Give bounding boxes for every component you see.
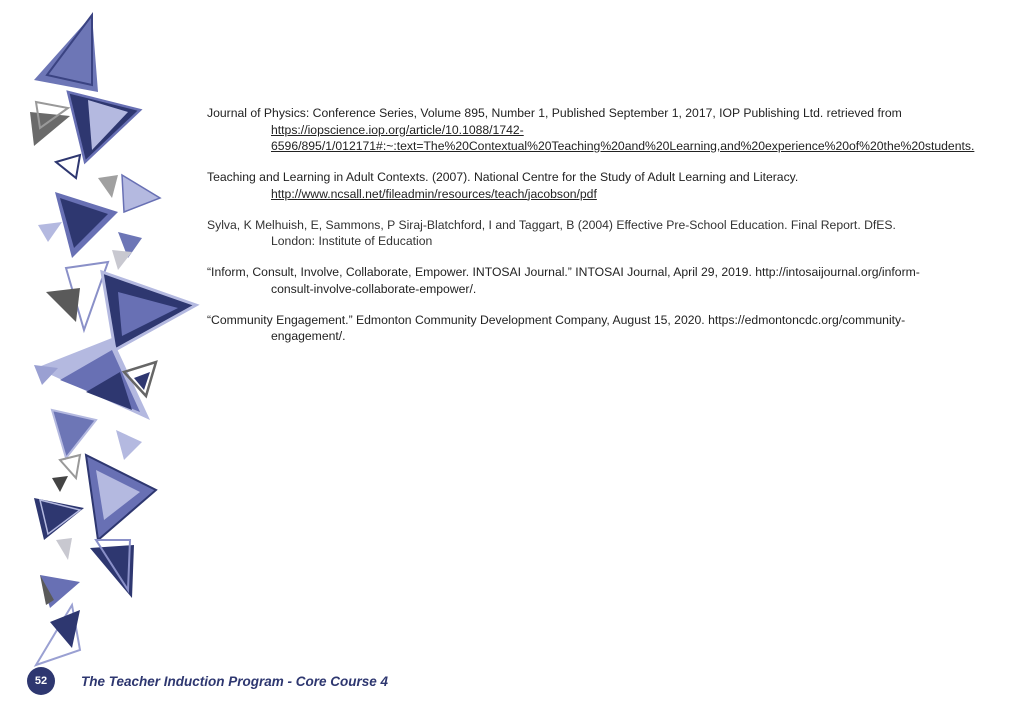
triangle-shapes bbox=[30, 15, 196, 665]
reference-link[interactable]: http://www.ncsall.net/fileadmin/resources/teach/jacobson/pdf bbox=[271, 186, 597, 201]
reference-item bbox=[207, 264, 927, 297]
references-list bbox=[207, 105, 975, 359]
reference-item bbox=[207, 105, 975, 155]
reference-text: “Inform, Consult, Involve, Collaborate, Empower. INTOSAI Journal.” INTOSAI Journal, April 29, 2019. http://intosaijournal.org/inform-consult-involve-collaborate-empower/. bbox=[207, 265, 920, 296]
reference-link[interactable]: https://iopscience.iop.org/article/10.1088/1742-6596/895/1/012171#:~:text=The%20Contextual%20Teaching%20and%20Learning,and%20experience%20of%20the%20students. bbox=[271, 122, 975, 153]
reference-item bbox=[207, 312, 927, 345]
page-footer bbox=[27, 667, 388, 695]
reference-text: Sylva, K Melhuish, E, Sammons, P Siraj-Blatchford, I and Taggart, B (2004) Effective Pre-School Education. Final Report. DfES. London: Institute of Education bbox=[207, 217, 896, 248]
reference-item bbox=[207, 169, 927, 202]
reference-item bbox=[207, 217, 927, 250]
reference-text: “Community Engagement.” Edmonton Community Development Company, August 15, 2020. https://edmontoncdc.org/community-engagement/. bbox=[207, 312, 906, 343]
reference-text: Journal of Physics: Conference Series, Volume 895, Number 1, Published September 1, 2017, IOP Publishing Ltd. retrieved from bbox=[207, 106, 902, 120]
reference-text: Teaching and Learning in Adult Contexts. (2007). National Centre for the Study of Adult Learning and Literacy. bbox=[207, 170, 799, 184]
page-number-badge: 52 bbox=[27, 667, 55, 695]
decorative-triangles bbox=[0, 0, 200, 724]
footer-title: The Teacher Induction Program - Core Course 4 bbox=[81, 673, 389, 689]
